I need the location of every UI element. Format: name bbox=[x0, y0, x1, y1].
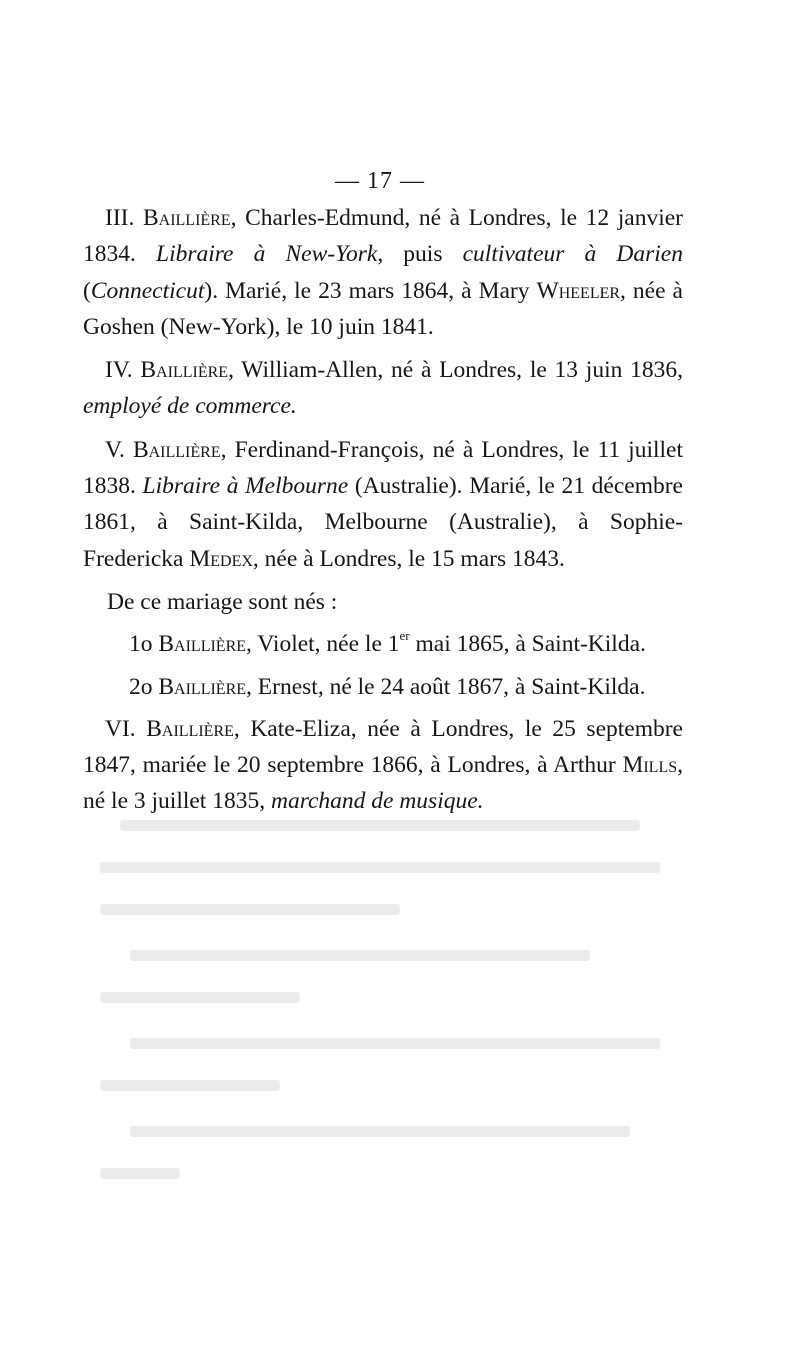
entry-text: ). Marié, le 23 mars 1864, à Mary bbox=[204, 277, 537, 304]
spouse-surname: Medex bbox=[189, 545, 253, 572]
spouse-surname: Wheeler bbox=[536, 277, 621, 304]
occupation: marchand de musique. bbox=[270, 788, 484, 815]
surname: Baillière bbox=[132, 436, 221, 463]
entry-numeral: VI. bbox=[105, 715, 136, 742]
entry-text: , puis bbox=[377, 241, 463, 268]
occupation: cultivateur à Darien bbox=[462, 241, 683, 268]
entry-text: , William-Allen, né à Londres, le 13 juin 1836, bbox=[228, 357, 683, 384]
child-entry bbox=[83, 669, 683, 705]
children-intro: De ce mariage sont nés : bbox=[107, 588, 338, 615]
occupation: employé de commerce. bbox=[83, 393, 297, 420]
entry-iii bbox=[83, 200, 683, 345]
occupation: Libraire à Melbourne bbox=[142, 473, 349, 500]
entry-text: , Violet, née le 1 bbox=[246, 631, 400, 658]
occupation: Libraire à New-York bbox=[156, 241, 378, 268]
entry-v bbox=[83, 432, 683, 577]
entry-numeral: IV. bbox=[105, 357, 133, 384]
entry-text: , né le 3 juillet 1835, bbox=[83, 752, 683, 815]
surname: Baillière bbox=[158, 631, 247, 658]
superscript: er bbox=[399, 628, 410, 644]
entry-text: , née à Goshen (New-York), le 10 juin 1841. bbox=[83, 277, 683, 340]
entry-numeral: III. bbox=[105, 205, 135, 231]
child-ordinal: 1o bbox=[129, 631, 153, 658]
place-name: Connecticut bbox=[90, 277, 205, 304]
surname: Baillière bbox=[142, 205, 231, 231]
entry-text: , Charles-Edmund, né à Londres, le 12 janvier 1834. bbox=[83, 205, 683, 268]
page-number: — 17 — bbox=[335, 168, 425, 194]
surname: Baillière bbox=[146, 715, 234, 742]
entry-iv bbox=[83, 352, 683, 425]
entry-text: , Ferdinand-François, né à Londres, le 11 juillet 1838. bbox=[83, 436, 684, 500]
entry-text: ( bbox=[83, 277, 91, 304]
surname: Baillière bbox=[158, 673, 247, 700]
entry-text: mai 1865, à Saint-Kilda. bbox=[409, 631, 646, 658]
entry-text: , née à Londres, le 15 mars 1843. bbox=[252, 545, 565, 572]
child-ordinal: 2o bbox=[129, 673, 153, 700]
entry-text: (Australie). Marié, le 21 décembre 1861, à Saint-Kilda, Melbourne (Australie), à Sophie-Fredericka bbox=[83, 473, 683, 572]
entry-vi bbox=[83, 711, 683, 820]
child-entry bbox=[83, 626, 683, 662]
entry-text: , Kate-Eliza, née à Londres, le 25 septembre 1847, mariée le 20 septembre 1866, à Londres, à Arthur bbox=[83, 715, 683, 779]
genealogy-text bbox=[83, 200, 683, 827]
show-through-texture bbox=[60, 800, 760, 1220]
entry-numeral: V. bbox=[105, 436, 125, 463]
entry-text: , Ernest, né le 24 août 1867, à Saint-Kilda. bbox=[246, 673, 646, 700]
spouse-surname: Mills bbox=[622, 752, 678, 779]
surname: Baillière bbox=[140, 357, 229, 384]
